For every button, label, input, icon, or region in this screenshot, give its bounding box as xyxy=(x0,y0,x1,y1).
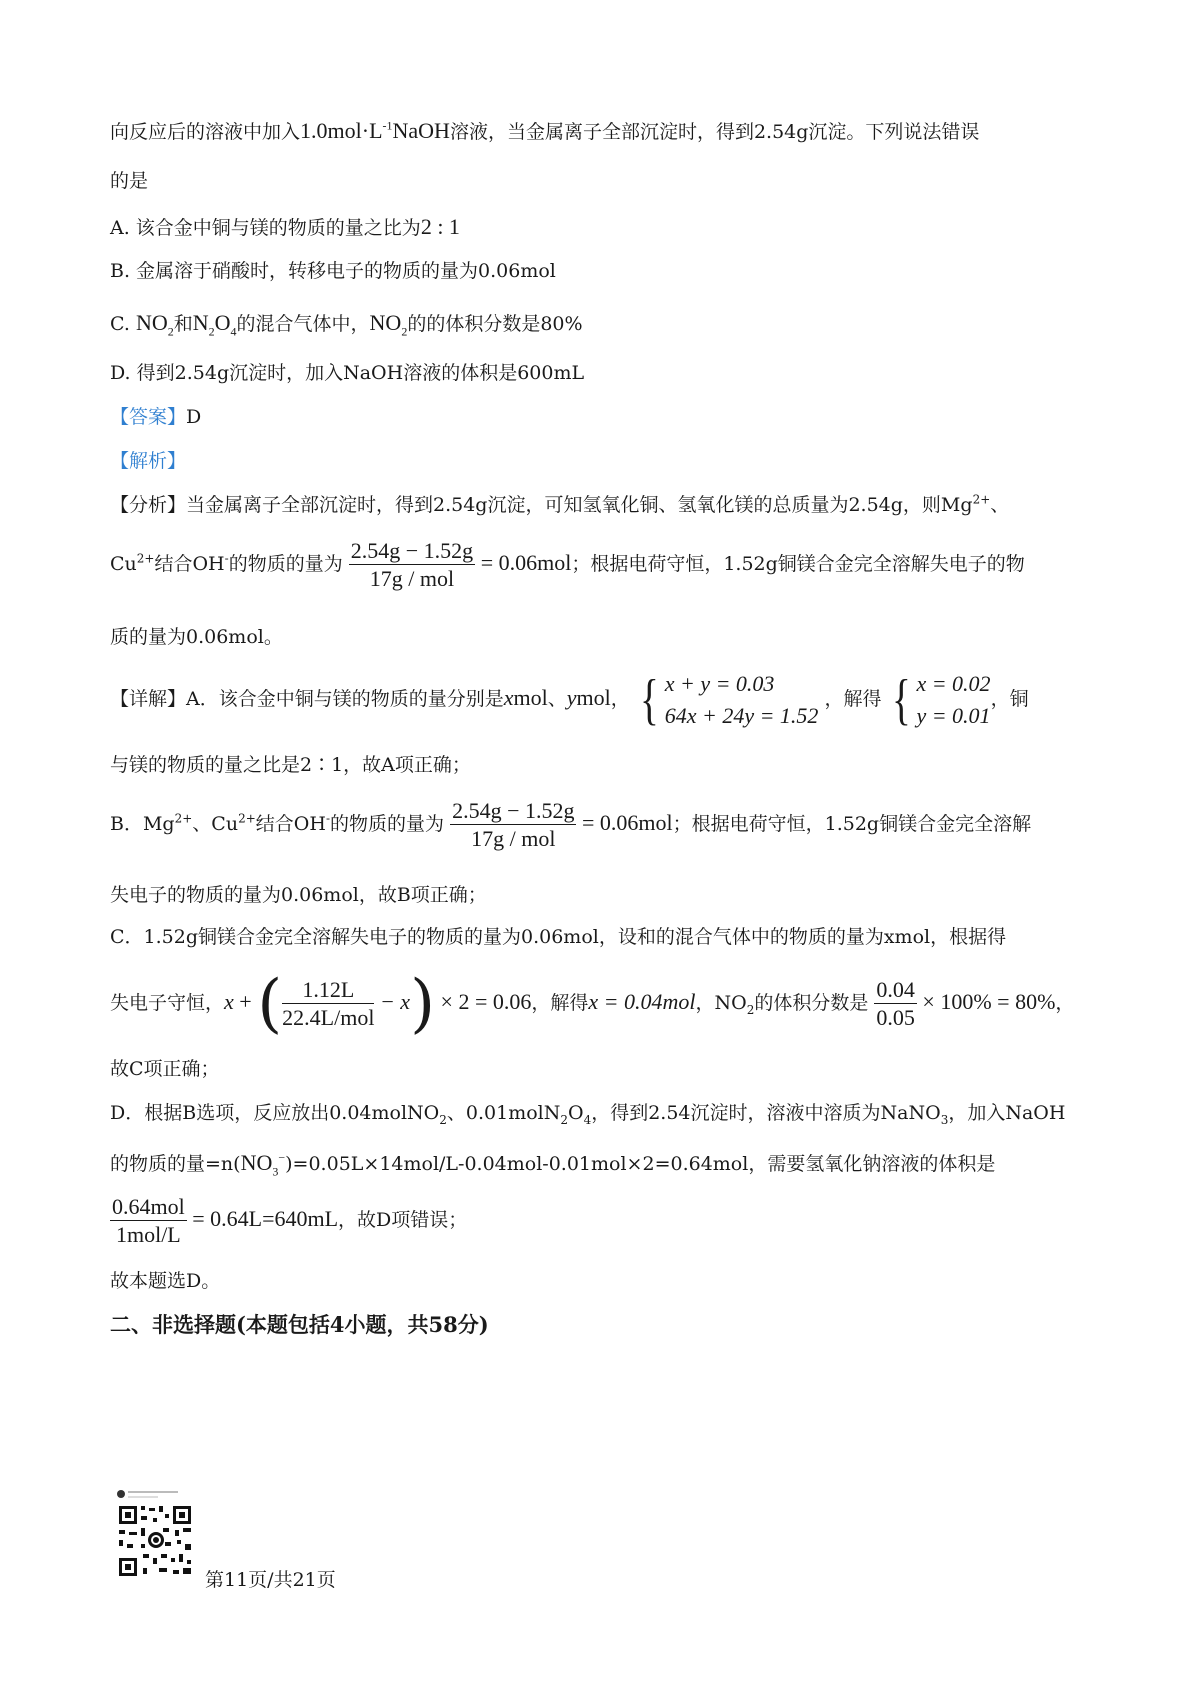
fraction-4: $\frac{0.04}{0.05}$ xyxy=(876,977,915,1030)
fraction-5: $\frac{\text{0.64mol}}{\text{1mol/L}}$ xyxy=(112,1194,185,1247)
detail-c-line-1: C．1.52g铜镁合金完全溶解失电子的物质的量为0.06mol，设和的混合气体中的物质的量为xmol，根据得 xyxy=(110,926,1007,948)
detail-a-line-2: 与镁的物质的量之比是2∶1，故A项正确； xyxy=(110,754,471,776)
question-line-1: 向反应后的溶液中加入$1.0mol\cdot L^{-1}NaOH$溶液，当金属离子全部沉淀时，得到2.54g沉淀。下列说法错误 xyxy=(110,118,980,143)
detail-d-line-3: $\frac{\text{0.64mol}}{\text{1mol/L}}$ = 0.64L=640mL，故D项错误； xyxy=(112,1194,468,1247)
fenxi-line-1: 【分析】当金属离子全部沉淀时，得到2.54g沉淀，可知氢氧化铜、氢氧化镁的总质量为2.54g，则$Mg^{2+}$、 xyxy=(110,492,1010,516)
fraction-2: $\frac{2.54g - 1.52g}{\text{17g / mol}}$ xyxy=(452,798,575,851)
detail-c-line-2: 失电子守恒，x + ( $\frac{1.12L}{\text{22.4L/mol}}$ − x) × 2 = 0.06，解得x = 0.04mol，$NO_2$的体积分数是 $\frac{0.04}{0.05}$ × 100% = 80%， xyxy=(110,967,1075,1041)
section-heading: 二、非选择题(本题包括4小题，共58分) xyxy=(110,1312,489,1337)
fenxi-line-2: $Cu^{2+}$结合OH-的物质的量为 $\frac{2.54g - 1.52g}{\text{17g / mol}}$ = 0.06mol；根据电荷守恒，1.52g铜镁合金完全溶解失电子的物 xyxy=(110,538,1025,591)
equation-system-1: { x + y = 0.03 64x + 24y = 1.52 xyxy=(639,668,819,731)
concentration: $1.0mol\cdot L^{-1}NaOH$ xyxy=(300,118,450,143)
fenxi-line-3: 质的量为0.06mol。 xyxy=(110,626,283,648)
analysis-tag: 【解析】 xyxy=(110,450,187,472)
option-c: C. $NO_2$和$N_2O_4$的混合气体中，$NO_2$的的体积分数是80% xyxy=(110,310,583,339)
option-b: B. 金属溶于硝酸时，转移电子的物质的量为0.06mol xyxy=(110,260,556,282)
detail-b-line-1: B．$Mg^{2+}$、$Cu^{2+}$结合OH-的物质的量为 $\frac{2.54g - 1.52g}{\text{17g / mol}}$ = 0.06mol；根据电荷守恒，1.52g铜镁合金完全溶解 xyxy=(110,798,1032,851)
option-d: D. 得到2.54g沉淀时，加入NaOH溶液的体积是600mL xyxy=(110,362,585,384)
detail-a-line-1: 【详解】A．该合金中铜与镁的物质的量分别是xmol、ymol， { x + y = 0.03 64x + 24y = 1.52 ，解得 { x = 0.02 y = 0.01 ，铜 xyxy=(110,668,1029,731)
option-a: A. 该合金中铜与镁的物质的量之比为2 : 1 xyxy=(110,214,460,239)
detail-d-line-2: 的物质的量$=n(NO_3^-)=0.05L\times 14mol/L-0.04mol-0.01mol\times 2=0.64mol$，需要氢氧化钠溶液的体积是 xyxy=(110,1150,996,1179)
fraction-1: $\frac{2.54g - 1.52g}{\text{17g / mol}}$ xyxy=(350,538,474,591)
answer-value: D xyxy=(186,406,202,428)
detail-c-line-3: 故C项正确； xyxy=(110,1058,220,1080)
conclusion: 故本题选D。 xyxy=(110,1270,221,1292)
qr-code-icon xyxy=(115,1488,197,1584)
detail-b-line-2: 失电子的物质的量为0.06mol，故B项正确； xyxy=(110,884,487,906)
answer-line xyxy=(110,408,201,427)
question-line-2: 的是 xyxy=(110,170,149,192)
page-footer: 第11页/共21页 xyxy=(205,1569,336,1591)
fraction-3: $\frac{1.12L}{\text{22.4L/mol}}$ xyxy=(282,977,375,1030)
equation-system-2: { x = 0.02 y = 0.01 xyxy=(891,668,991,731)
answer-tag: 【答案】 xyxy=(110,406,187,428)
detail-d-line-1: D．根据B选项，反应放出0.04molNO$_2$、$0.01molN_2O_4$，得到2.54沉淀时，溶液中溶质为NaNO$_3$，加入NaOH xyxy=(110,1102,1066,1127)
